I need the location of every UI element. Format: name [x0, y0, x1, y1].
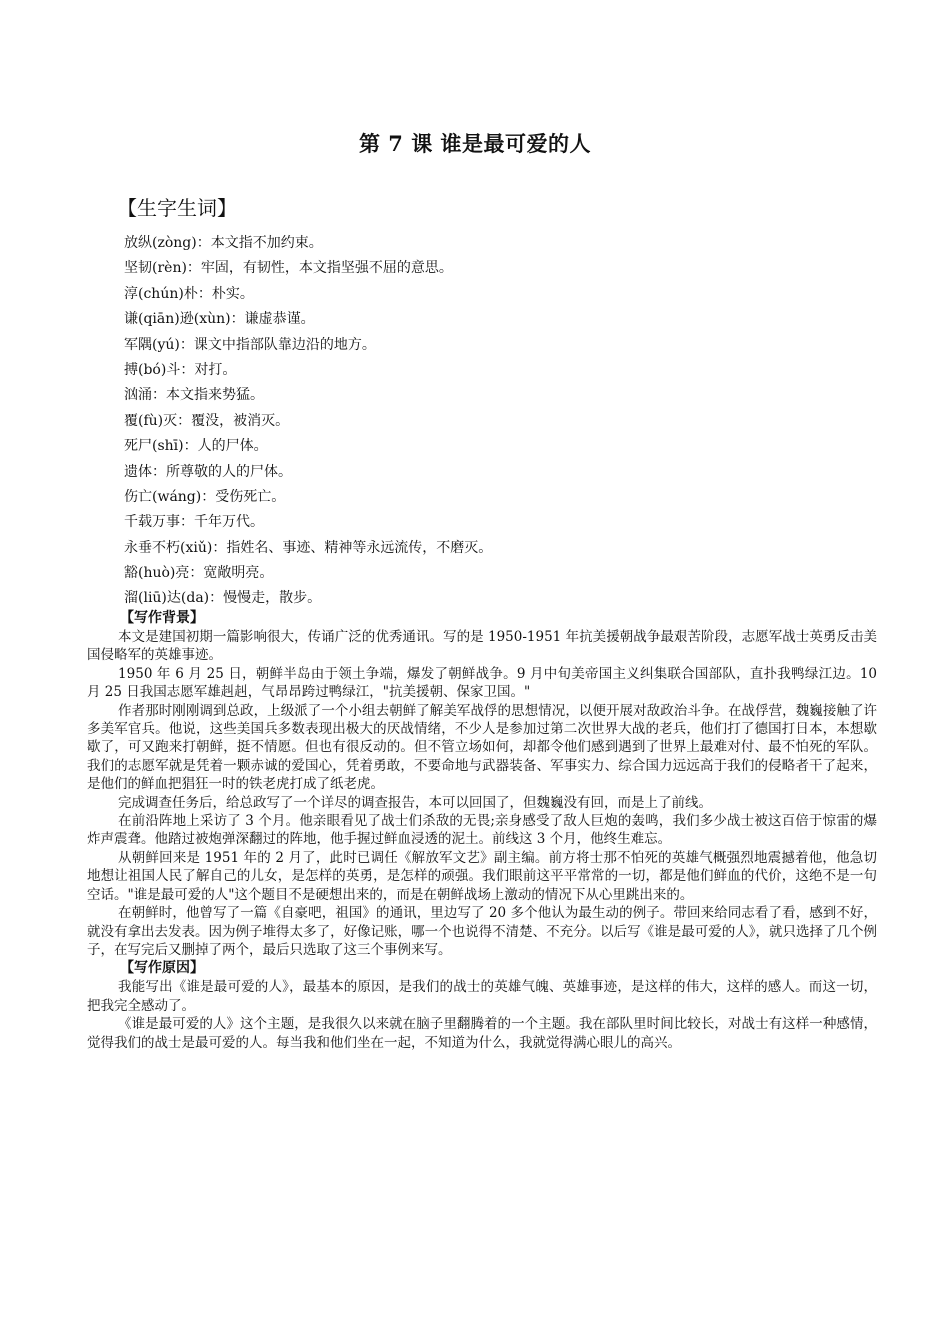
vocab-item: 军隅(yú)：课文中指部队靠边沿的地方。 [124, 336, 376, 353]
paragraph: 在朝鲜时，他曾写了一篇《自豪吧，祖国》的通讯，里边写了 20 多个他认为最生动的例子。带回来给同志看了看，感到不好，就没有拿出去发表。因为例子堆得太多了，好像记账，哪一个也说得不清楚、不充分。以后写《谁是最可爱的人》，就只选择了几个例子，在写完后又删掉了两个，最后只选取了这三个事例来写。 [87, 905, 877, 958]
body-text [87, 609, 877, 1052]
vocab-item: 死尸(shī)：人的尸体。 [124, 438, 268, 455]
vocab-item: 豁(huò)亮：宽敞明亮。 [124, 565, 274, 582]
background-heading: 【写作背景】 [120, 610, 204, 626]
paragraph: 本文是建国初期一篇影响很大，传诵广泛的优秀通讯。写的是 1950-1951 年抗美援朝战争最艰苦阶段，志愿军战士英勇反击美国侵略军的英雄事迹。 [87, 629, 877, 664]
vocab-item: 伤亡(wáng)：受伤死亡。 [124, 488, 286, 505]
vocab-item: 遗体：所尊敬的人的尸体。 [124, 463, 292, 480]
vocab-item: 淳(chún)朴：朴实。 [124, 285, 254, 302]
vocab-item: 坚韧(rèn)：牢固，有韧性，本文指坚强不屈的意思。 [124, 260, 453, 277]
vocab-item: 永垂不朽(xiǔ)：指姓名、事迹、精神等永远流传，不磨灭。 [124, 539, 493, 556]
paragraph: 作者那时刚刚调到总政，上级派了一个小组去朝鲜了解美军战俘的思想情况，以便开展对敌政治斗争。在战俘营，魏巍接触了许多美军官兵。他说，这些美国兵多数表现出极大的厌战情绪，不少人是参加过第二次世界大战的老兵，他们打了德国打日本，本想歇歇了，可又跑来打朝鲜，挺不情愿。但也有很反动的。但不管立场如何，却都令他们感到遇到了世界上最难对付、最不怕死的军队。我们的志愿军就是凭着一颗赤诚的爱国心，凭着勇敢，不要命地与武器装备、军事实力、综合国力远远高于我们的侵略者干了起来，是他们的鲜血把猖狂一时的铁老虎打成了纸老虎。 [87, 702, 877, 793]
vocab-item: 溜(liū)达(da)：慢慢走，散步。 [124, 590, 322, 607]
vocab-heading: 【生字生词】 [117, 196, 237, 220]
lesson-title: 第 7 课 谁是最可爱的人 [358, 131, 592, 156]
paragraph: 我能写出《谁是最可爱的人》，最基本的原因，是我们的战士的英雄气魄、英雄事迹，是这样的伟大，这样的感人。而这一切，把我完全感动了。 [87, 979, 877, 1014]
paragraph: 从朝鲜回来是 1951 年的 2 月了，此时已调任《解放军文艺》副主编。前方将士那不怕死的英雄气概强烈地震撼着他，他急切地想让祖国人民了解自己的儿女，是怎样的英勇，是怎样的顽强。我们眼前这平平常常的一切，都是他们鲜血的代价，这绝不是一句空话。"谁是最可爱的人"这个题目不是硬想出来的，而是在朝鲜战场上激动的情况下从心里跳出来的。 [87, 849, 877, 903]
vocab-item: 汹涌：本文指来势猛。 [124, 387, 264, 404]
vocab-item: 覆(fù)灭：覆没，被消灭。 [124, 412, 290, 429]
reason-heading: 【写作原因】 [120, 960, 204, 977]
paragraph: 《谁是最可爱的人》这个主题，是我很久以来就在脑子里翻腾着的一个主题。我在部队里时间比较长，对战士有这样一种感情，觉得我们的战士是最可爱的人。每当我和他们坐在一起，不知道为什么，我就觉得满心眼儿的高兴。 [87, 1016, 877, 1051]
vocab-list [124, 231, 492, 612]
paragraph: 完成调查任务后，给总政写了一个详尽的调查报告，本可以回国了，但魏巍没有回，而是上了前线。 [118, 794, 713, 811]
vocab-item: 千载万事：千年万代。 [124, 514, 264, 531]
vocab-item: 放纵(zòng)：本文指不加约束。 [124, 235, 323, 251]
paragraph: 1950 年 6 月 25 日，朝鲜半岛由于领土争端，爆发了朝鲜战争。9 月中旬美帝国主义纠集联合国部队，直扑我鸭绿江边。10 月 25 日我国志愿军雄赳赳，气昂昂跨过鸭绿江，"抗美援朝、保家卫国。" [87, 665, 877, 701]
vocab-item: 搏(bó)斗：对打。 [124, 361, 237, 378]
vocab-item: 谦(qiān)逊(xùn)：谦虚恭谨。 [124, 311, 315, 328]
paragraph: 在前沿阵地上采访了 3 个月。他亲眼看见了战士们杀敌的无畏;亲身感受了敌人巨炮的轰鸣，我们多少战士被这百倍于惊雷的爆炸声震聋。他踏过被炮弹深翻过的阵地，他手握过鲜血浸透的泥土。前线这 3 个月，他终生难忘。 [87, 813, 877, 848]
